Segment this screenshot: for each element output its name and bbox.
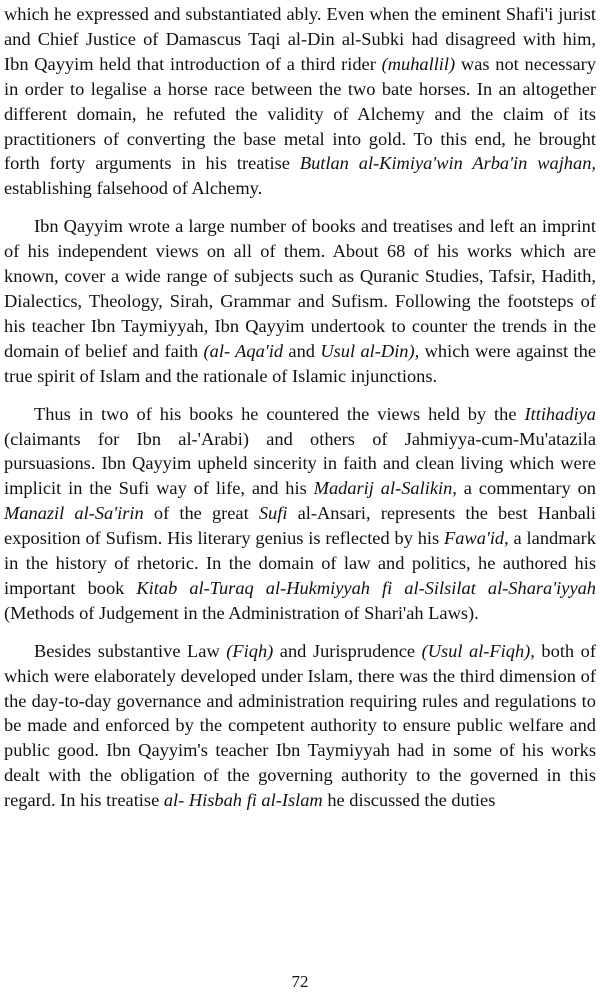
italic-text: Usul al-Din),: [320, 340, 420, 361]
body-text: establishing falsehood of Alchemy.: [4, 178, 263, 199]
italic-text: Manazil al-Sa'irin: [4, 503, 144, 524]
italic-text: Ittihadiya: [524, 403, 596, 424]
italic-text: Madarij al-Salikin,: [313, 478, 457, 499]
body-text: (claimants for Ibn al-'Arabi) and others of Jahmiyya-cum-Mu'atazila pursuasions. Ibn Qayyim upheld sincerity in faith and clean living which were implicit in the Sufi way of life, and his: [4, 428, 596, 499]
body-text: Thus in two of his books he countered the views held by the: [34, 403, 525, 424]
paragraph: [4, 2, 596, 201]
italic-text: al- Hisbah fi al-Islam: [163, 790, 323, 811]
body-text: a landmark in the history of rhetoric. In the domain of law and politics, he authored his important book: [4, 528, 596, 598]
italic-text: Butlan al-Kimiya'win Arba'in wajhan,: [299, 153, 596, 174]
body-text: and Jurisprudence: [273, 640, 422, 661]
paragraph: [4, 639, 596, 813]
body-text: was not necessary in order to legalise a horse race between the two bate horses. In an altogether different domain, he refuted the validity of Alchemy and the claim of its practitioners of converting the base metal into gold. To this end, he brought forth forty arguments in his treatise: [4, 53, 596, 174]
body-text: of the great: [143, 503, 259, 524]
body-text: Besides substantive Law: [34, 640, 227, 661]
body-text: and: [283, 340, 321, 361]
paragraph: [4, 214, 596, 388]
italic-text: (Fiqh): [226, 640, 274, 661]
paragraph: [4, 402, 596, 626]
body-text: he discussed the duties: [322, 790, 496, 811]
body-text: Ibn Qayyim wrote a large number of books and treatises and left an imprint of his independent views on all of them. About 68 of his works which are known, cover a wide range of subjects such as Quranic Studies, Tafsir, Hadith, Dialectics, Theology, Sirah, Grammar and Sufism. Following the footsteps of his teacher Ibn Taymiyyah, Ibn Qayyim undertook to counter the trends in the domain of belief and faith: [4, 216, 596, 361]
italic-text: Fawa'id,: [444, 528, 509, 549]
body-text: which he expressed and substantiated ably. Even when the eminent Shafi'i jurist and Chief Justice of Damascus Taqi al-Din al-Subki had disagreed with him, Ibn Qayyim held that introduction of a third rider: [4, 4, 596, 74]
italic-text: (al- Aqa'id: [203, 340, 284, 361]
body-text: a commentary on: [456, 478, 596, 499]
italic-text: (muhallil): [381, 53, 456, 74]
italic-text: Sufi: [258, 503, 288, 524]
body-text: (Methods of Judgement in the Administration of Shari'ah Laws).: [4, 602, 479, 623]
page-number: 72: [291, 972, 309, 991]
body-text: both of which were elaborately developed under Islam, there was the third dimension of the day-to-day governance and administration requiring rules and regulations to be made and enforced by the competent authority to ensure public welfare and public good. Ibn Qayyim's teacher Ibn Taymiyyah had in some of his works dealt with the obligation of the governing authority to the governed in this regard. In his treatise: [4, 640, 596, 811]
body-text: which were against the true spirit of Islam and the rationale of Islamic injunctions.: [4, 340, 597, 386]
body-text: al-Ansari, represents the best Hanbali exposition of Sufism. His literary genius is reflected by his: [4, 503, 597, 549]
italic-text: Kitab al-Turaq al-Hukmiyyah fi al-Silsilat al-Shara'iyyah: [136, 577, 596, 598]
italic-text: (Usul al-Fiqh),: [421, 640, 535, 661]
